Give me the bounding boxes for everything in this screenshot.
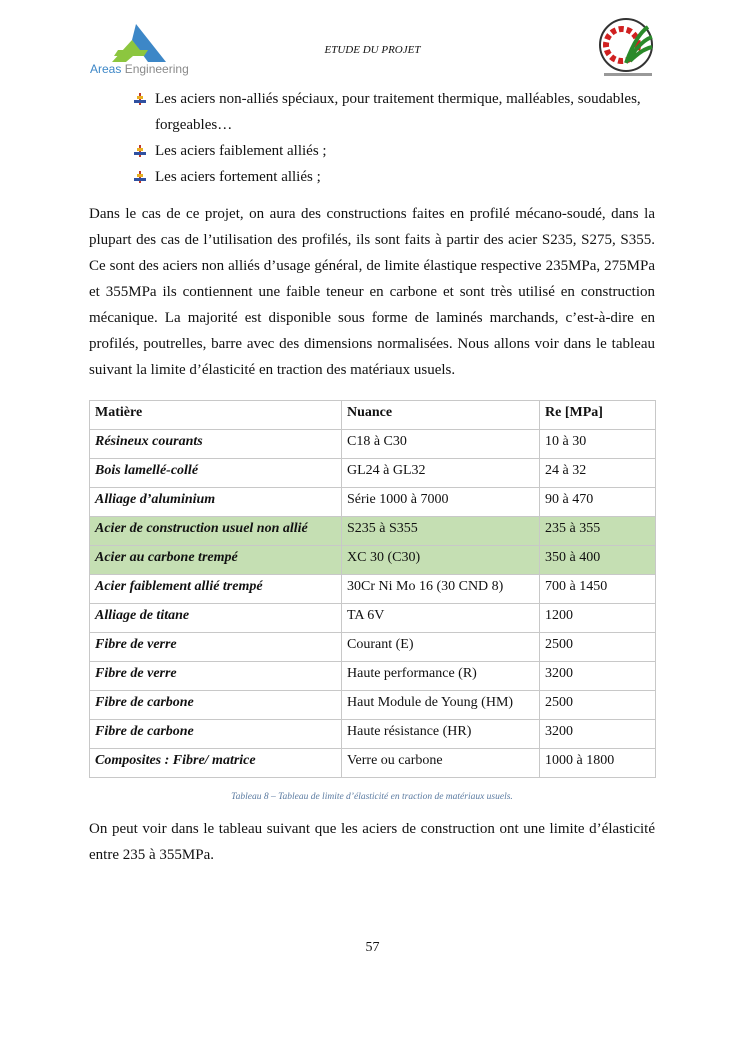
areas-engineering-logo: Areas Engineering bbox=[88, 22, 203, 80]
material-cell: Fibre de verre bbox=[90, 633, 342, 662]
material-cell: Bois lamellé-collé bbox=[90, 459, 342, 488]
header-title: ETUDE DU PROJET bbox=[324, 44, 421, 56]
material-cell: Alliage de titane bbox=[90, 604, 342, 633]
grade-cell: S235 à S355 bbox=[342, 517, 540, 546]
bullet-icon bbox=[133, 144, 147, 158]
body-paragraph: Dans le cas de ce projet, on aura des constructions faites en profilé mécano-soudé, dans la plupart des cas de l’utilisation des profilés, ils sont faits à partir des acier S235, S275, S355. Ce sont des aciers non alliés d’usage général, de limite élastique respective 235MPa, 275MPa et 355MPa ils contiennent une faible teneur en carbone et sont très utilisé en construction mécanique. La majorité est disponible sous forme de laminés marchands, c’est-à-dire en profilés, poutrelles, barre avec des dimensions normalisées. Nous allons voir dans le tableau suivant la limite d’élasticité en traction des matériaux usuels. bbox=[89, 206, 655, 378]
grade-cell: TA 6V bbox=[342, 604, 540, 633]
grade-cell: Verre ou carbone bbox=[342, 749, 540, 778]
grade-cell: C18 à C30 bbox=[342, 430, 540, 459]
bullet-continuation: forgeables… bbox=[155, 117, 233, 133]
table-header-row bbox=[90, 401, 656, 430]
table-row bbox=[90, 720, 656, 749]
bullet-icon bbox=[133, 170, 147, 184]
page-number: 57 bbox=[365, 940, 380, 955]
table-row bbox=[90, 546, 656, 575]
material-cell: Composites : Fibre/ matrice bbox=[90, 749, 342, 778]
bullet-icon bbox=[133, 92, 147, 106]
column-header: Nuance bbox=[342, 401, 540, 430]
material-cell: Acier faiblement allié trempé bbox=[90, 575, 342, 604]
column-header: Matière bbox=[90, 401, 342, 430]
bullet-item: Les aciers faiblement alliés ; bbox=[89, 138, 655, 164]
re-cell: 700 à 1450 bbox=[540, 575, 656, 604]
re-cell: 10 à 30 bbox=[540, 430, 656, 459]
re-cell: 90 à 470 bbox=[540, 488, 656, 517]
table-row bbox=[90, 604, 656, 633]
re-cell: 350 à 400 bbox=[540, 546, 656, 575]
re-cell: 235 à 355 bbox=[540, 517, 656, 546]
grade-cell: GL24 à GL32 bbox=[342, 459, 540, 488]
re-cell: 3200 bbox=[540, 720, 656, 749]
institution-seal-logo bbox=[596, 15, 660, 79]
material-cell: Alliage d’aluminium bbox=[90, 488, 342, 517]
re-cell: 1000 à 1800 bbox=[540, 749, 656, 778]
material-cell: Fibre de carbone bbox=[90, 720, 342, 749]
grade-cell: Haut Module de Young (HM) bbox=[342, 691, 540, 720]
re-cell: 1200 bbox=[540, 604, 656, 633]
table-row bbox=[90, 749, 656, 778]
materials-table bbox=[89, 400, 656, 778]
table-caption: Tableau 8 – Tableau de limite d’élasticité en traction de matériaux usuels. bbox=[231, 792, 513, 802]
material-cell: Résineux courants bbox=[90, 430, 342, 459]
material-cell: Fibre de verre bbox=[90, 662, 342, 691]
table-row bbox=[90, 517, 656, 546]
re-cell: 2500 bbox=[540, 691, 656, 720]
table-row bbox=[90, 691, 656, 720]
table-row bbox=[90, 430, 656, 459]
grade-cell: Courant (E) bbox=[342, 633, 540, 662]
body-paragraph: On peut voir dans le tableau suivant que les aciers de construction ont une limite d’élasticité entre 235 à 355MPa. bbox=[89, 821, 655, 863]
grade-cell: Haute performance (R) bbox=[342, 662, 540, 691]
bullet-item: Les aciers fortement alliés ; bbox=[89, 164, 655, 190]
material-cell: Acier de construction usuel non allié bbox=[90, 517, 342, 546]
material-cell: Acier au carbone trempé bbox=[90, 546, 342, 575]
table-row bbox=[90, 575, 656, 604]
table-row bbox=[90, 488, 656, 517]
bullet-item: Les aciers non-alliés spéciaux, pour traitement thermique, malléables, soudables, forgeables… bbox=[89, 86, 655, 138]
material-cell: Fibre de carbone bbox=[90, 691, 342, 720]
re-cell: 3200 bbox=[540, 662, 656, 691]
grade-cell: Série 1000 à 7000 bbox=[342, 488, 540, 517]
table-row bbox=[90, 459, 656, 488]
page-content bbox=[89, 86, 655, 868]
grade-cell: 30Cr Ni Mo 16 (30 CND 8) bbox=[342, 575, 540, 604]
re-cell: 24 à 32 bbox=[540, 459, 656, 488]
re-cell: 2500 bbox=[540, 633, 656, 662]
table-row bbox=[90, 633, 656, 662]
grade-cell: Haute résistance (HR) bbox=[342, 720, 540, 749]
table-row bbox=[90, 662, 656, 691]
grade-cell: XC 30 (C30) bbox=[342, 546, 540, 575]
column-header: Re [MPa] bbox=[540, 401, 656, 430]
